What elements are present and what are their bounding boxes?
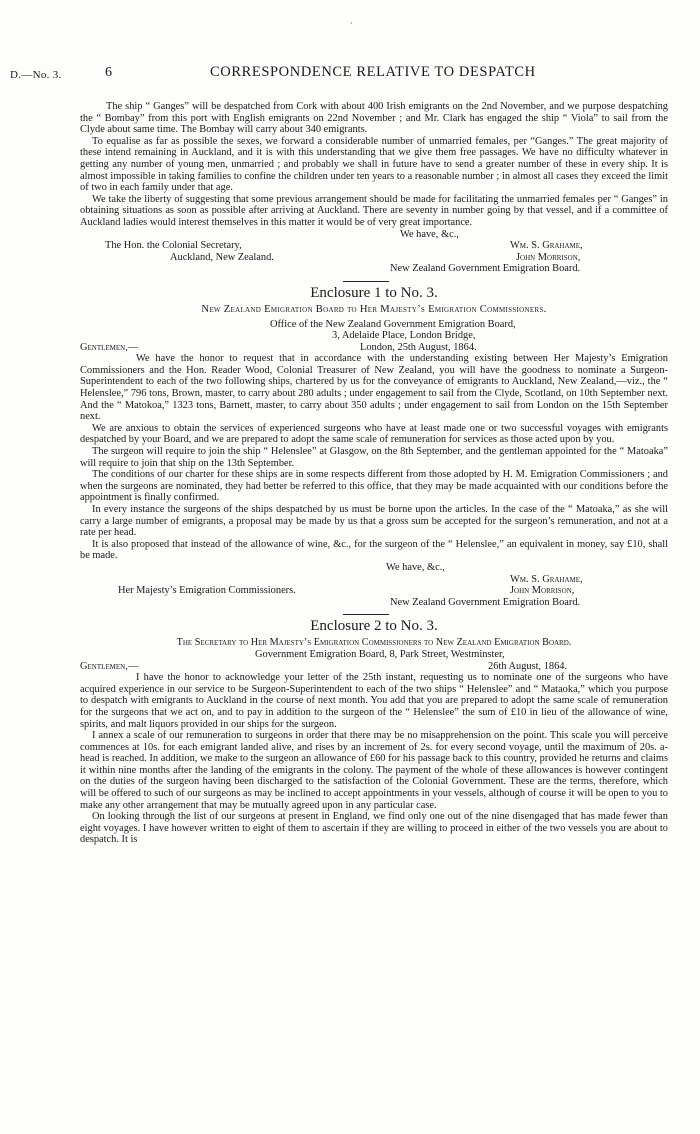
paragraph: We are anxious to obtain the services of experienced surgeons who have at least made one or two successful voyages with emigrants despatched by your Board, and we are prepared to adopt the same scale of remuneration for services as those acted upon by you. bbox=[80, 422, 668, 446]
sender-address-line: 3, Adelaide Place, London Bridge, bbox=[332, 330, 476, 342]
paragraph: The surgeon will require to join the ship “ Helenslee” at Glasgow, on the 8th September, and the gentleman appointed for the “ Matoaka” will require to join that ship on the 13th September. bbox=[80, 446, 668, 469]
signer: John Morrison, bbox=[510, 585, 575, 597]
signer: Wm. S. Grahame, bbox=[510, 240, 583, 252]
enclosure-subtitle: New Zealand Emigration Board to Her Majesty’s Emigration Commissioners. bbox=[201, 303, 547, 315]
page-header bbox=[10, 66, 690, 86]
closing-row bbox=[80, 562, 668, 574]
addressee: Her Majesty’s Emigration Commissioners. bbox=[118, 585, 296, 597]
enclosure-title: Enclosure 2 to No. 3. bbox=[310, 618, 438, 635]
intro-letter bbox=[80, 101, 668, 275]
addressee-row bbox=[80, 252, 668, 264]
board-name: New Zealand Government Emigration Board. bbox=[390, 263, 581, 275]
running-title: CORRESPONDENCE RELATIVE TO DESPATCH bbox=[210, 64, 536, 80]
salutation-row bbox=[80, 661, 668, 673]
paragraph: On looking through the list of our surgeons at present in England, we find only one out of the nine disengaged that has made fewer than eight voyages. I have however written to eight of them to ascertain if they are willing to proceed in either of the two vessels you are about to despatch. It is bbox=[80, 811, 668, 846]
letter-date: 26th August, 1864. bbox=[488, 660, 568, 672]
paragraph: We take the liberty of suggesting that some previous arrangement should be made for facilitating the unmarried females per “ Ganges” in obtaining situations as soon as possible after arriving at Auckland. There are seventy in number going by that vessel, and if a committee of Auckland ladies would interest themselves in this matter it would be of very great importance. bbox=[80, 193, 668, 228]
salutation: Gentlemen,— bbox=[80, 660, 139, 672]
board-row bbox=[80, 263, 668, 275]
paragraph: To equalise as far as possible the sexes, we forward a considerable number of unmarried females, per “Ganges.” The great majority of these intend remaining in Auckland, and it is with this understanding that we give them free passages. We have no difficulty whatever in getting any number of young men, unmarried ; and probably we shall in future have to send a greater number of these in every ship. It is almost impossible in taking families to confine the children under ten years to a reasonable number ; in almost all cases they exceed the limit of two in each family under that age. bbox=[80, 135, 668, 194]
salutation-row bbox=[80, 342, 668, 354]
closing: We have, &c., bbox=[386, 561, 445, 573]
sender-address-line: Government Emigration Board, 8, Park Street, Westminster, bbox=[255, 648, 505, 660]
paragraph: We have the honor to request that in accordance with the understanding existing between Her Majesty’s Emigration Commissioners and the Hon. Reader Wood, Colonial Treasurer of New Zealand, you will have the goodness to nominate a Surgeon-Superintendent to each of the two following ships, chartered by us for the conveyance of emigrants to Auckland, New Zealand,—viz., the “ Helenslee,” 796 tons, Brown, master, to carry about 280 adults ; under engagement to sail from the Clyde, Scotland, on 10th September next. And the “ Matokoa,” 1323 tons, Barnett, master, to carry about 350 adults ; under engagement to sail from London on the 15th September next. bbox=[80, 353, 668, 423]
addressee-location: Auckland, New Zealand. bbox=[170, 251, 274, 263]
enclosure-2 bbox=[80, 617, 668, 846]
section-rule bbox=[343, 614, 389, 615]
paragraph: The conditions of our charter for these ships are in some respects different from those adopted by H. M. Emigration Commissioners ; and when the surgeons are nominated, they had better be referred to this office, that they may be made acquainted with our conditions before the appointment is finally confirmed. bbox=[80, 469, 668, 504]
enclosure-1 bbox=[80, 284, 668, 608]
paragraph: In every instance the surgeons of the ships despatched by us must be borne upon the articles. In the case of the “ Matoaka,” as she will carry a large number of emigrants, a proposal may be made by us that a gross sum be accepted for the surgeon’s remuneration, and not at a rate per head. bbox=[80, 504, 668, 539]
speck-mark: · bbox=[350, 19, 353, 28]
board-name: New Zealand Government Emigration Board. bbox=[390, 596, 581, 608]
salutation: Gentlemen,— bbox=[80, 341, 139, 353]
sender-address-line: Office of the New Zealand Government Emigration Board, bbox=[270, 318, 516, 330]
closing: We have, &c., bbox=[400, 228, 459, 240]
section-rule bbox=[343, 281, 389, 282]
document-reference: D.—No. 3. bbox=[10, 69, 62, 81]
closing-row bbox=[80, 229, 668, 241]
signer-row bbox=[80, 574, 668, 586]
addressee-row bbox=[80, 585, 668, 597]
page-number: 6 bbox=[105, 65, 112, 80]
addressee-row bbox=[80, 240, 668, 252]
enclosure-subtitle: The Secretary to Her Majesty’s Emigration Commissioners to New Zealand Emigration Board. bbox=[176, 637, 572, 649]
addressee: The Hon. the Colonial Secretary, bbox=[105, 240, 242, 252]
signer: John Morrison, bbox=[516, 251, 581, 263]
paragraph: I have the honor to acknowledge your letter of the 25th instant, requesting us to nominate one of the surgeons who have acquired experience in our service to be Surgeon-Superintendent to each of the two ships “ Helenslee” and “ Mataoka,” which you purpose to despatch with emigrants to Auckland in the course of next month. You add that you are prepared to adopt the same scale of remuneration for the surgeons that we act on, and to pay in addition to the surgeon of the “ Helenslee” the sum of £10 in lieu of the allowance of wine, spirits, and malt liquors provided in our ships for the surgeon. bbox=[80, 672, 668, 730]
paragraph: The ship “ Ganges” will be despatched from Cork with about 400 Irish emigrants on the 2nd November, and we purpose despatching the “ Bombay” from this port with English emigrants on 22nd November ; and Mr. Clark has engaged the ship “ Viola” to sail from the Clyde about same time. The Bombay will carry about 340 emigrants. bbox=[80, 101, 668, 136]
letter-date: London, 25th August, 1864. bbox=[360, 341, 477, 353]
document-body bbox=[80, 101, 668, 846]
paragraph: It is also proposed that instead of the allowance of wine, &c., for the surgeon of the “ Helenslee,” an equivalent in money, say £10, shall be made. bbox=[80, 538, 668, 562]
enclosure-title: Enclosure 1 to No. 3. bbox=[310, 284, 438, 301]
signer: Wm. S. Grahame, bbox=[510, 573, 583, 585]
paragraph: I annex a scale of our remuneration to surgeons in order that there may be no misapprehension on the point. This scale you will perceive commences at 10s. for each emigrant landed alive, and rises by an increment of 2s. for every second voyage, until the maximum of 20s. a-head is reached. In addition, we make to the surgeon an allowance of £60 for his passage back to this country, provided he returns and claims it within nine months after the landing of the emigrants in the colony. The payment of the whole of these allowances is however contingent on the duties of the surgeon having been discharged to the satisfaction of the Colonial Government. These are the terms, therefore, which will be offered to such of our surgeons as may be inclined to accept appointments in your vessels, although of course it will be open to you to make any other arrangement that may be mutually agreed upon in any particular case. bbox=[80, 730, 668, 811]
board-row bbox=[80, 597, 668, 609]
